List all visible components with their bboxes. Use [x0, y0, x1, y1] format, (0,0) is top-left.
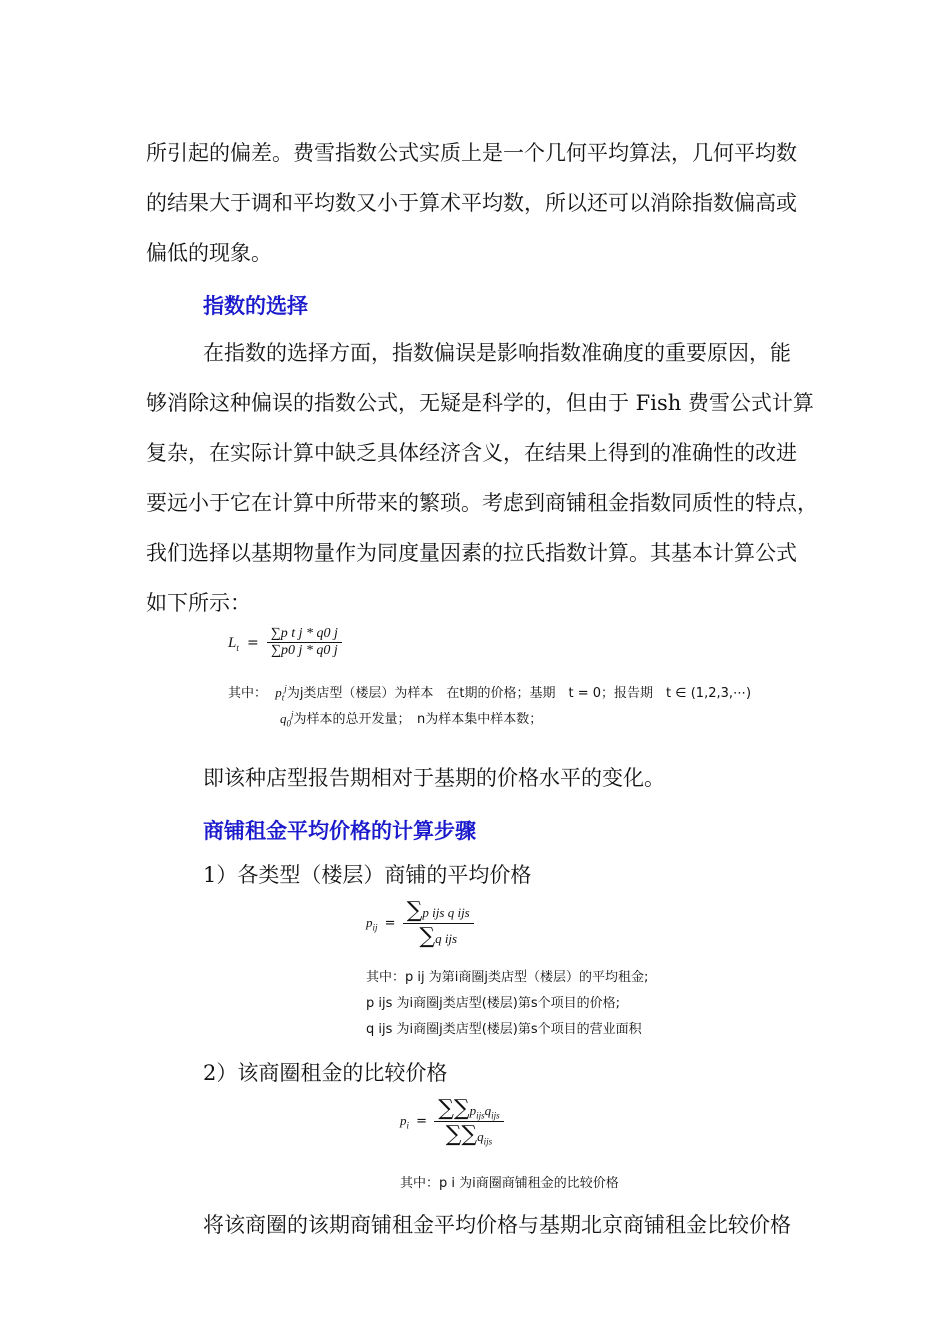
paragraph-line: 在指数的选择方面，指数偏误是影响指数准确度的重要原因，能	[203, 341, 791, 365]
formula-note-2: $q_0^j$为样本的总开发量； n为样本集中样本数；	[280, 709, 543, 729]
formula-note-1: 其中： $p_t^j$为j类店型（楼层）为样本 在t期的价格；基期 t = 0；报告期 t ∈ (1,2,3,⋯)	[228, 683, 752, 703]
formula2-note-1: 其中：p ij 为第i商圈j类店型（楼层）的平均租金;	[366, 970, 649, 985]
paragraph-line: 将该商圈的该期商铺租金平均价格与基期北京商铺租金比较价格	[203, 1213, 791, 1237]
formula-numerator: ∑p t j * q0 j	[270, 626, 338, 641]
formula2-note-3: q ijs 为i商圈j类店型(楼层)第s个项目的营业面积	[366, 1022, 642, 1037]
paragraph-line: 偏低的现象。	[146, 241, 272, 265]
paragraph-line: 要远小于它在计算中所带来的繁琐。考虑到商铺租金指数同质性的特点，	[146, 491, 818, 515]
formula-denominator: ∑p0 j * q0 j	[270, 643, 338, 658]
section-heading-index-selection: 指数的选择	[203, 294, 308, 318]
paragraph-line: 复杂，在实际计算中缺乏具体经济含义，在结果上得到的准确性的改进	[146, 441, 797, 465]
paragraph-line: 够消除这种偏误的指数公式，无疑是科学的，但由于 Fish 费雪公式计算	[146, 391, 814, 415]
paragraph-line: 的结果大于调和平均数又小于算术平均数，所以还可以消除指数偏高或	[146, 191, 797, 215]
paragraph-line: 如下所示：	[146, 591, 251, 615]
paragraph-line: 我们选择以基期物量作为同度量因素的拉氏指数计算。其基本计算公式	[146, 541, 797, 565]
formula3-note: 其中：p i 为i商圈商铺租金的比较价格	[400, 1176, 619, 1191]
step-2-label: 2）该商圈租金的比较价格	[203, 1061, 448, 1085]
paragraph-line: 即该种店型报告期相对于基期的价格水平的变化。	[203, 766, 665, 790]
section-heading-calculation-steps: 商铺租金平均价格的计算步骤	[203, 819, 476, 843]
paragraph-line: 所引起的偏差。费雪指数公式实质上是一个几何平均算法，几何平均数	[146, 141, 797, 165]
step-1-label: 1）各类型（楼层）商铺的平均价格	[203, 863, 532, 887]
formula2-note-2: p ijs 为i商圈j类店型(楼层)第s个项目的价格;	[366, 996, 621, 1011]
comparison-price-formula: $p_i$ = $\frac{\sum\sum p_{ijs}q_{ijs}}{\sum\sum q_{ijs}}$	[400, 1096, 504, 1147]
average-price-formula: $p_{ij}$ = $\frac{\text{∑p ijs q ijs}}{\text{∑q ijs}}$	[366, 898, 474, 949]
laspeyres-formula: $L_t$ = $\frac{\text{∑p t j * q0 j}}{\sum p0 j * q0 j}$	[228, 626, 342, 659]
